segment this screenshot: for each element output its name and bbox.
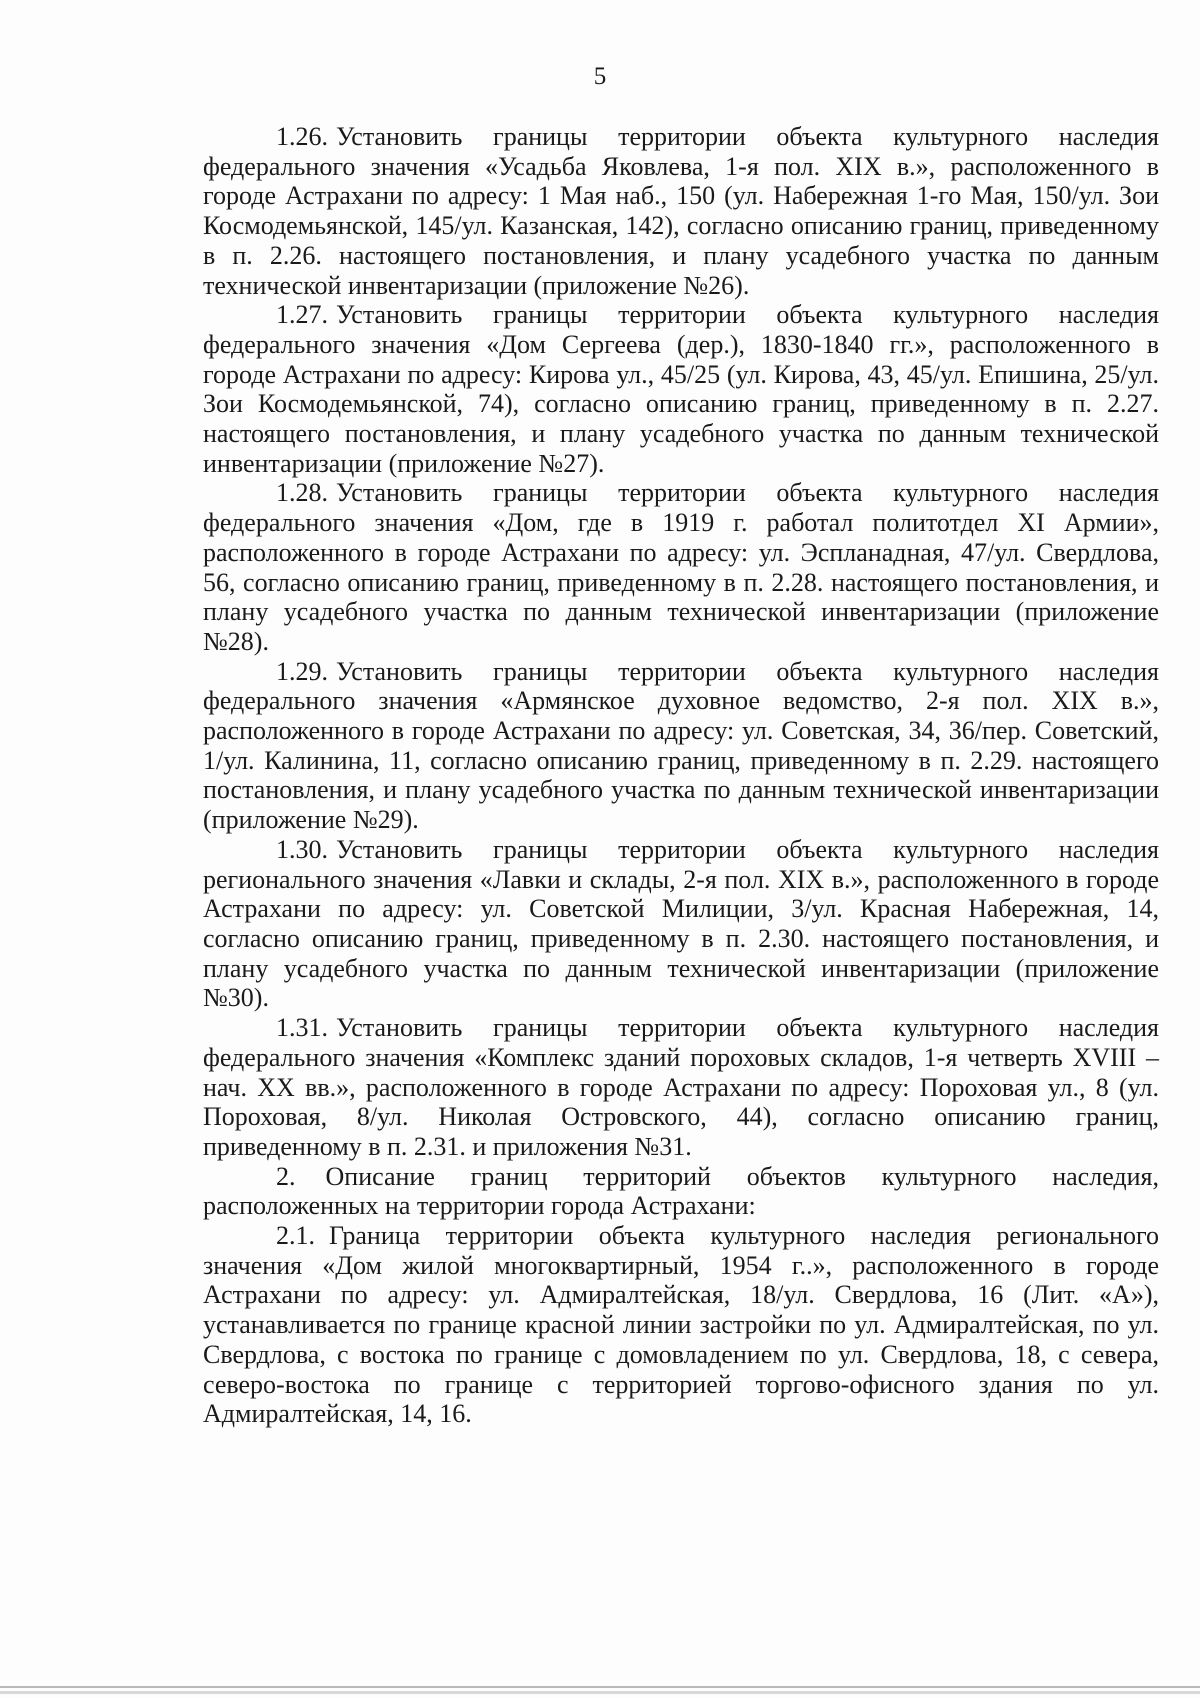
scan-edge-shadow	[0, 1691, 1200, 1694]
paragraph-1-31	[203, 1013, 1159, 1162]
paragraph-text: Установить границы территории объекта культурного наследия регионального значения «Лавки и склады, 2-я пол. XIX в.», расположенного в городе Астрахани по адресу: ул. Советской Милиции, 3/ул. Красная Набережная, 14, согласно описанию границ, приведенному в п. 2.30. настоящего постановления, и плану усадебного участка по данным технической инвентаризации (приложение №30).	[203, 834, 1159, 1013]
paragraph-text: Установить границы территории объекта культурного наследия федерального значения «Усадьба Яковлева, 1-я пол. XIX в.», расположенного в городе Астрахани по адресу: 1 Мая наб., 150 (ул. Набережная 1-го Мая, 150/ул. Зои Космодемьянской, 145/ул. Казанская, 142), согласно описанию границ, приведенному в п. 2.26. настоящего постановления, и плану усадебного участка по данным технической инвентаризации (приложение №26).	[203, 122, 1159, 300]
page-number: 5	[593, 63, 607, 90]
paragraph-2	[203, 1162, 1159, 1221]
document-body	[203, 122, 1159, 1429]
paragraph-number: 1.31.	[276, 1013, 328, 1043]
paragraph-number: 2.	[276, 1161, 296, 1191]
paragraph-text: Установить границы территории объекта культурного наследия федерального значения «Дом Сергеева (дер.), 1830-1840 гг.», расположенного в городе Астрахани по адресу: Кирова ул., 45/25 (ул. Кирова, 43, 45/ул. Епишина, 25/ул. Зои Космодемьянской, 74), согласно описанию границ, приведенному в п. 2.27. настоящего постановления, и плану усадебного участка по данным технической инвентаризации (приложение №27).	[203, 300, 1159, 478]
paragraph-number: 1.28.	[276, 478, 328, 508]
paragraph-1-30	[203, 835, 1159, 1013]
paragraph-number: 1.30.	[276, 834, 328, 864]
paragraph-1-26	[203, 122, 1159, 300]
paragraph-number: 1.27.	[276, 300, 328, 330]
paragraph-1-27	[203, 300, 1159, 478]
paragraph-number: 2.1.	[276, 1221, 315, 1251]
paragraph-1-28	[203, 478, 1159, 656]
paragraph-1-29	[203, 657, 1159, 835]
paragraph-text: Установить границы территории объекта культурного наследия федерального значения «Комплекс зданий пороховых складов, 1-я четверть XVIII – нач. XX вв.», расположенного в городе Астрахани по адресу: Пороховая ул., 8 (ул. Пороховая, 8/ул. Николая Островского, 44), согласно описанию границ, приведенному в п. 2.31. и приложения №31.	[203, 1013, 1159, 1161]
paragraph-number: 1.29.	[276, 656, 328, 686]
paragraph-text: Установить границы территории объекта культурного наследия федерального значения «Дом, где в 1919 г. работал политотдел XI Армии», расположенного в городе Астрахани по адресу: ул. Эспланадная, 47/ул. Свердлова, 56, согласно описанию границ, приведенному в п. 2.28. настоящего постановления, и плану усадебного участка по данным технической инвентаризации (приложение №28).	[203, 478, 1159, 656]
paragraph-number: 1.26.	[276, 122, 328, 151]
paragraph-2-1	[203, 1221, 1159, 1429]
paragraph-text: Описание границ территорий объектов культурного наследия, расположенных на территории города Астрахани:	[203, 1161, 1159, 1221]
scan-edge-line	[0, 1686, 1200, 1688]
paragraph-text: Установить границы территории объекта культурного наследия федерального значения «Армянское духовное ведомство, 2-я пол. XIX в.», расположенного в городе Астрахани по адресу: ул. Советская, 34, 36/пер. Советский, 1/ул. Калинина, 11, согласно описанию границ, приведенному в п. 2.29. настоящего постановления, и плану усадебного участка по данным технической инвентаризации (приложение №29).	[203, 656, 1159, 835]
paragraph-text: Граница территории объекта культурного наследия регионального значения «Дом жилой многоквартирный, 1954 г..», расположенного в городе Астрахани по адресу: ул. Адмиралтейская, 18/ул. Свердлова, 16 (Лит. «А»), устанавливается по границе красной линии застройки по ул. Адмиралтейская, по ул. Свердлова, с востока по границе с домовладением по ул. Свердлова, 18, с севера, северо-востока по границе с территорией торгово-офисного здания по ул. Адмиралтейская, 14, 16.	[203, 1221, 1159, 1429]
